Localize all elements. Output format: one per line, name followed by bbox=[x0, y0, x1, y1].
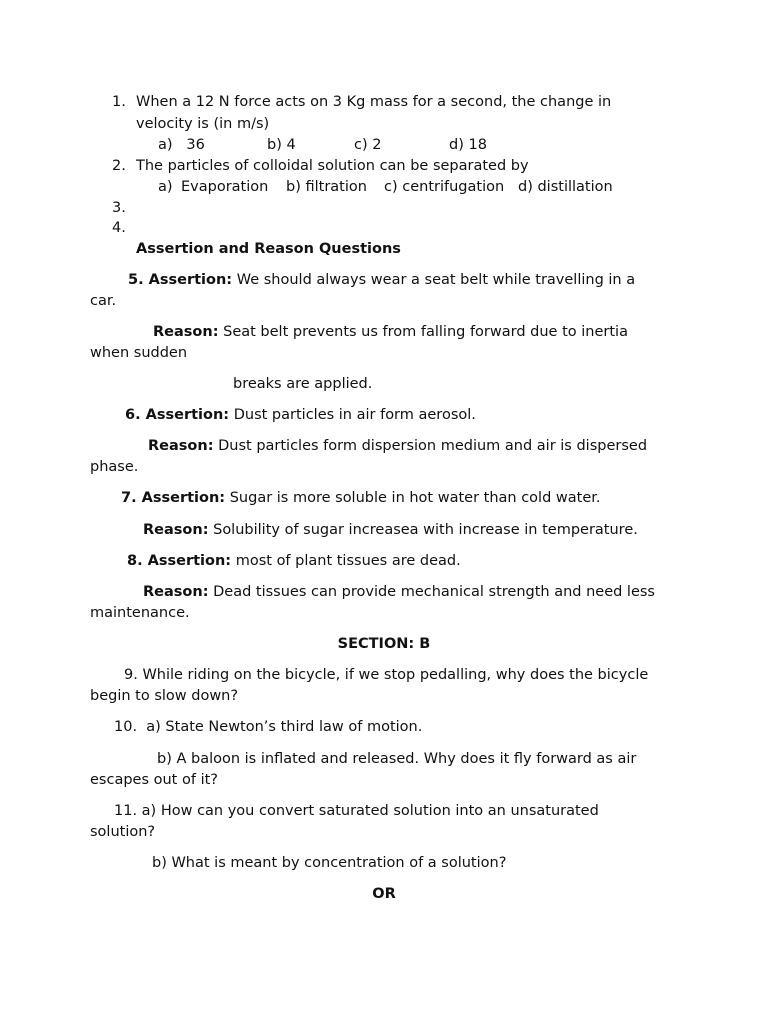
q8-assertion bbox=[127, 551, 461, 571]
q6-assertion-label: 6. Assertion: bbox=[125, 407, 230, 423]
q10-part-a: 10. a) State Newton’s third law of motion. bbox=[114, 719, 423, 735]
q1-number: 1. bbox=[112, 94, 126, 110]
q1-option-c: c) 2 bbox=[354, 137, 382, 153]
section-b-heading: SECTION: B bbox=[337, 636, 431, 652]
q1-option-a: a) 36 bbox=[158, 137, 205, 153]
or-separator: OR bbox=[372, 886, 396, 902]
q8-reason-cont: maintenance. bbox=[90, 605, 190, 621]
q1-option-b: b) 4 bbox=[267, 137, 296, 153]
q8-assertion-label: 8. Assertion: bbox=[127, 553, 232, 569]
q5-assertion-text: We should always wear a seat belt while travelling in a bbox=[232, 272, 636, 288]
q5-reason-cont2: breaks are applied. bbox=[233, 376, 373, 392]
q6-assertion-text: Dust particles in air form aerosol. bbox=[229, 407, 476, 423]
q6-reason-cont: phase. bbox=[90, 459, 139, 475]
q7-reason-text: Solubility of sugar increasea with increase in temperature. bbox=[208, 522, 638, 538]
q8-reason bbox=[143, 582, 655, 602]
q5-reason-label: Reason: bbox=[153, 324, 219, 340]
q5-reason-text: Seat belt prevents us from falling forward due to inertia bbox=[218, 324, 628, 340]
q11-part-a-line1: 11. a) How can you convert saturated solution into an unsaturated bbox=[114, 803, 599, 819]
q11-part-b: b) What is meant by concentration of a solution? bbox=[152, 855, 507, 871]
q8-reason-label: Reason: bbox=[143, 584, 209, 600]
q2-option-b: b) filtration bbox=[286, 179, 367, 195]
q5-assertion-cont: car. bbox=[90, 293, 117, 309]
q4-number: 4. bbox=[112, 220, 126, 236]
q7-assertion-label: 7. Assertion: bbox=[121, 490, 226, 506]
q3-number: 3. bbox=[112, 200, 126, 216]
q6-reason-text: Dust particles form dispersion medium and air is dispersed bbox=[213, 438, 648, 454]
q9-text-line1: 9. While riding on the bicycle, if we stop pedalling, why does the bicycle bbox=[124, 667, 649, 683]
q10-part-b-line1: b) A baloon is inflated and released. Why does it fly forward as air bbox=[157, 751, 637, 767]
q2-option-a: Evaporation bbox=[181, 179, 269, 195]
q7-assertion bbox=[121, 488, 600, 508]
q7-reason bbox=[143, 520, 638, 540]
q9-text-line2: begin to slow down? bbox=[90, 688, 239, 704]
q6-reason-label: Reason: bbox=[148, 438, 214, 454]
q6-assertion bbox=[125, 405, 476, 425]
q10-part-b-line2: escapes out of it? bbox=[90, 772, 218, 788]
q8-reason-text: Dead tissues can provide mechanical strength and need less bbox=[208, 584, 655, 600]
q1-text-line2: velocity is (in m/s) bbox=[136, 116, 270, 132]
q2-option-c: c) centrifugation bbox=[384, 179, 505, 195]
q5-assertion-label: 5. Assertion: bbox=[128, 272, 233, 288]
q7-reason-label: Reason: bbox=[143, 522, 209, 538]
q5-reason-cont: when sudden bbox=[90, 345, 188, 361]
q2-number: 2. bbox=[112, 158, 126, 174]
q7-assertion-text: Sugar is more soluble in hot water than cold water. bbox=[225, 490, 601, 506]
q2-option-d: d) distillation bbox=[518, 179, 613, 195]
q8-assertion-text: most of plant tissues are dead. bbox=[231, 553, 461, 569]
q1-option-d: d) 18 bbox=[449, 137, 487, 153]
q5-reason bbox=[153, 322, 628, 342]
q6-reason bbox=[148, 436, 647, 456]
q2-option-a-label: a) bbox=[158, 179, 173, 195]
q2-text: The particles of colloidal solution can be separated by bbox=[136, 158, 529, 174]
assertion-heading: Assertion and Reason Questions bbox=[136, 241, 401, 257]
q5-assertion bbox=[128, 270, 635, 290]
q1-text-line1: When a 12 N force acts on 3 Kg mass for a second, the change in bbox=[136, 94, 612, 110]
q11-part-a-line2: solution? bbox=[90, 824, 156, 840]
